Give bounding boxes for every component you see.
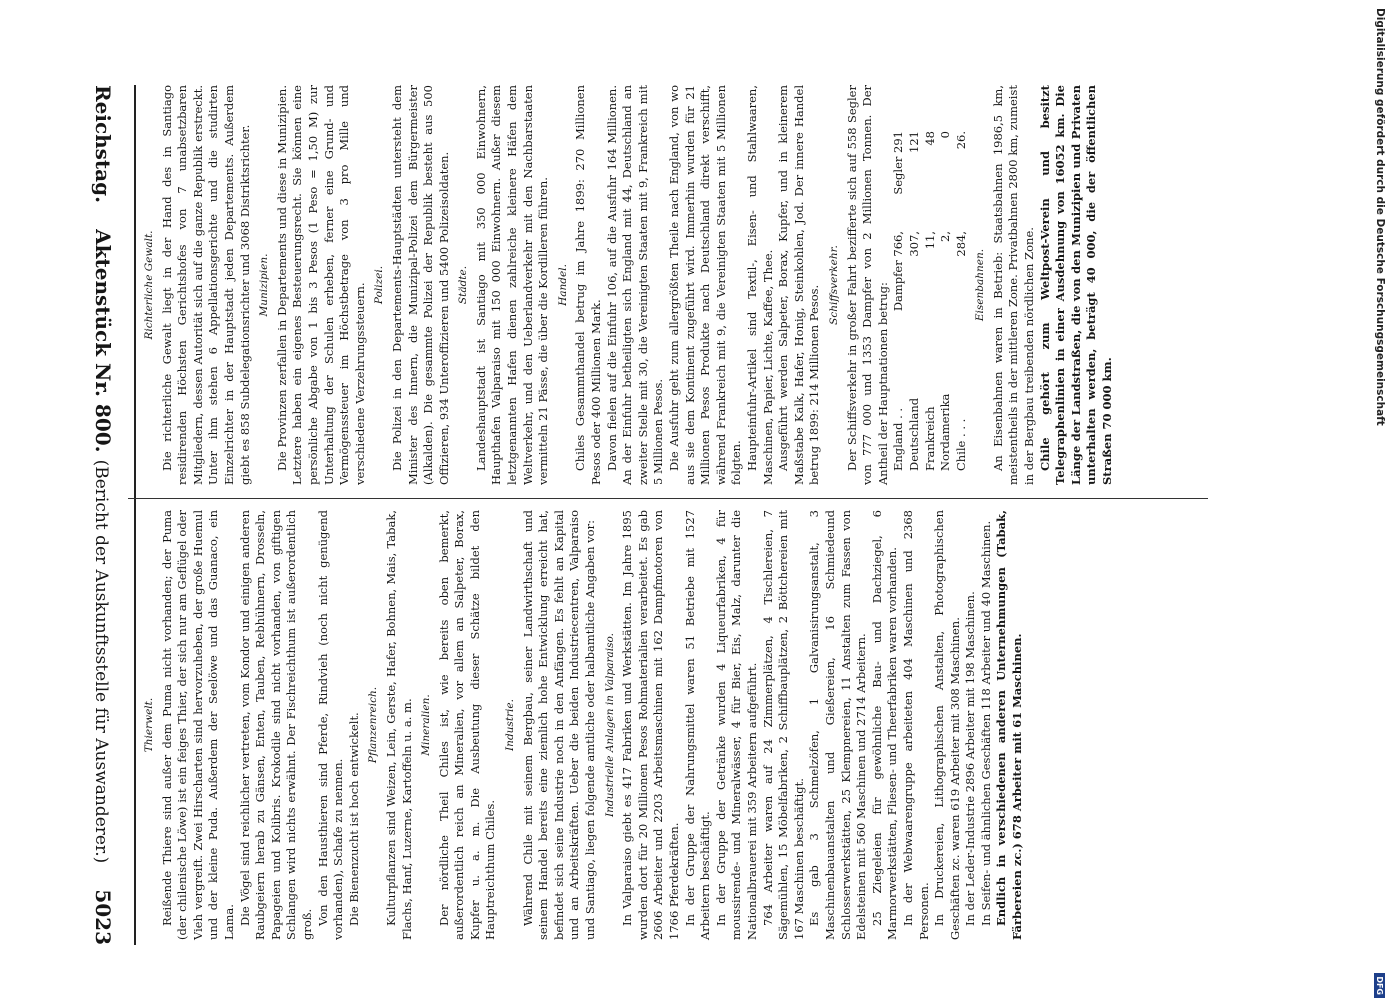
- country-cell: England . .: [891, 407, 906, 471]
- right-column: [138, 510, 1198, 940]
- left-column: [138, 85, 1198, 485]
- credit-text: Digitalisierung gefördert durch die Deutsche Forschungsgemeinschaft: [1374, 8, 1386, 426]
- dampfer-cell: 2,: [938, 231, 953, 242]
- table-row: [891, 85, 907, 471]
- section-title: Polizei.: [373, 265, 386, 305]
- paragraph: In der Webwaarengruppe arbeiteten 404 Maschinen und 2368 Personen.: [900, 510, 931, 940]
- dampfer-cell: 307,: [906, 231, 921, 257]
- paragraph: Die richterliche Gewalt liegt in der Hand des in Santiago residirenden Höchsten Gerichtshofes von 7 unabsetzbaren Mitgliedern, dessen Autorität sich auf die ganze Republik erstreckt. Unter ihm stehen 6 Appellationsgerichte und die studirten Einzelrichter in der Hauptstadt jeden Departements. Außerdem giebt es 858 Subdelegationsrichter und 3068 Distriktsrichter.: [159, 85, 252, 485]
- paragraph: In der Gruppe der Nahrungsmittel waren 51 Betriebe mit 1527 Arbeitern beschäftigt.: [682, 510, 713, 940]
- paragraph: In der Leder-Industrie 2896 Arbeiter mit 198 Maschinen.: [963, 591, 978, 926]
- digitization-credit: [1372, 8, 1388, 998]
- paragraph: Von den Hausthieren sind Pferde, Rindvieh (noch nicht genügend vorhanden), Schafe zu nennen.: [315, 510, 346, 940]
- country-cell: Chile . . .: [953, 418, 968, 471]
- country-cell: Nordamerika: [938, 393, 953, 471]
- dampfer-cell: 284,: [953, 231, 968, 257]
- segler-cell: 0: [938, 131, 953, 139]
- paragraph: Landeshauptstadt ist Santiago mit 350 000 Einwohnern, Haupthafen Valparaiso mit 150 000 Einwohnern. Außer diesem letztgenannten Hafen dienen zahlreiche kleinere Häfen dem Weltverkehr, und den Ueberlandverkehr mit den Nachbarstaaten vermitteln 21 Pässe, die über die Kordilleren führen.: [473, 85, 551, 485]
- paragraph: Reißende Thiere sind außer dem Puma nicht vorhanden; der Puma (der chilenische Löwe) ist ein feiges Thier, der sich nur am Geflügel oder Vieh vergreift. Zwei Hirscharten sind hervorzuheben, der große Huemul und der kleine Puda. Außerdem der Seelöwe und das Guanaco, ein Lama.: [159, 510, 236, 940]
- table-row: [907, 85, 923, 471]
- paragraph: In Druckereien, Lithographischen Anstalten, Photographischen Geschäften zc. waren 619 Arbeiter mit 308 Maschinen.: [932, 510, 962, 940]
- paragraph: Die Vögel sind reichlicher vertreten, vom Kondor und einigen anderen Raubgeiern herab zu Gänsen, Enten, Tauben, Rebhühnern, Drosseln, Papageien und Kolibris. Krokodile sind nicht vorhanden, von giftigen Schlangen wird nichts erwähnt. Der Fischreichthum ist außerordentlich groß.: [237, 510, 314, 940]
- paragraph: Haupteinfuhr-Artikel sind Textil-, Eisen- und Stahlwaaren, Maschinen, Papier, Lichte, Kaffee, Thee.: [744, 85, 775, 485]
- paragraph: In der Gruppe der Getränke wurden 4 Liqueurfabriken, 4 für moussirende- und Mineralwässer, 4 für Bier, Eis, Malz, darunter die Nationalbrauerei mit 359 Arbeitern aufgeführt.: [713, 510, 759, 940]
- paragraph: 764 Arbeiter waren auf 24 Zimmerplätzen, 4 Tischlereien, 7 Sägemühlen, 15 Möbelfabriken, 2 Schiffbauplätzen, 2 Böttchereien mit 167 Maschinen beschäftigt.: [760, 510, 806, 940]
- paragraph: In Valparaiso giebt es 417 Fabriken und Werkstätten. Im Jahre 1895 wurden dort für 20 Millionen Pesos Rohmaterialien verarbeitet. Es gab 2606 Arbeiter und 2203 Arbeitsmaschinen mit 162 Dampfmotoren von 1766 Pferdekräften.: [620, 510, 681, 940]
- segler-cell: 121: [906, 131, 921, 153]
- column-divider: [128, 498, 1208, 499]
- paragraph: Der Schiffsverkehr in großer Fahrt bezifferte sich auf 558 Segler von 777 000 und 1353 Dampfer von 2 Millionen Tonnen. Der Antheil der Hauptnationen betrug:: [844, 85, 890, 485]
- header-left: Reichstag.: [91, 85, 115, 204]
- segler-cell: Segler 291: [891, 131, 906, 195]
- section-title: Schiffsverkehr.: [827, 245, 840, 325]
- page-number: 5023: [91, 889, 115, 945]
- page-header: [87, 85, 115, 945]
- header-center: Aktenstück Nr. 800. (Bericht der Auskunftsstelle für Auswanderer.): [91, 229, 115, 864]
- section-title: Eisenbahnen.: [974, 248, 987, 322]
- paragraph: An Eisenbahnen waren in Betrieb: Staatsbahnen 1986,5 km, meistentheils in der mittleren Zone. Privatbahnen 2800 km, zumeist in der Bergbau treibenden nördlichen Zone.: [990, 85, 1037, 485]
- paragraph: Es gab 3 Schmelzöfen, 1 Galvanisirungsanstalt, 3 Maschinenbauanstalten und Gießereien, 16 Schmiedeund Schlosserwerkstätten, 25 Klempnereien, 11 Anstalten zum Fassen von Edelsteinen mit 560 Maschinen und 2714 Arbeitern.: [807, 510, 869, 940]
- country-cell: Frankreich: [922, 406, 937, 471]
- paragraph: Der nördliche Theil Chiles ist, wie bereits oben bemerkt, außerordentlich reich an Mineralien, vor allem an Salpeter, Borax, Kupfer u. a. m. Die Ausbeutung dieser Schätze bildet den Hauptreichthum Chiles.: [436, 510, 498, 940]
- paragraph: Die Polizei in den Departements-Hauptstädten untersteht dem Minister des Innern, die Munizipal-Polizei dem Bürgermeister (Alkalden). Die gesammte Polizei der Republik besteht aus 500 Offizieren, 934 Unteroffizieren und 5400 Polizeisoldaten.: [389, 85, 451, 485]
- segler-cell: 26.: [953, 131, 968, 150]
- dampfer-cell: 11,: [922, 231, 937, 250]
- paragraph: Endlich in verschiedenen anderen Unternehmungen (Tabak, Färbereien zc.) 678 Arbeiter mit 61 Maschinen.: [994, 510, 1025, 940]
- paragraph: Chile gehört zum Weltpost-Verein und besitzt Telegraphenlinien in einer Ausdehnung von 16052 km. Die Länge der Landstraßen, die von den Munizipien und Privaten unterhalten werden, beträgt 40 000, die der öffentlichen Straßen 70 000 km.: [1037, 85, 1115, 485]
- paragraph: Während Chile mit seinem Bergbau, seiner Landwirthschaft und seinem Handel bereits eine ziemlich hohe Entwicklung erreicht hat, befindet sich seine Industrie noch in den Anfängen. Es fehlt an Kapital und an Arbeitskräften. Ueber die beiden Industriecentren, Valparaiso und Santiago, liegen folgende amtliche oder halbamtliche Angaben vor:: [520, 510, 598, 940]
- table-row: [923, 85, 939, 471]
- table-row: [938, 85, 954, 471]
- paragraph: In Seifen- und ähnlichen Geschäften 118 Arbeiter und 40 Maschinen.: [978, 520, 993, 926]
- section-title: Thierwelt.: [143, 697, 155, 753]
- section-title: Städte.: [457, 265, 470, 305]
- section-title: Mineralien.: [420, 694, 433, 756]
- paragraph: Die Ausfuhr geht zum allergrößten Theile nach England, von wo aus sie dem Kontinent zugeführt wird. Immerhin wurden für 21 Millionen Pesos Produkte nach Deutschland direkt verschifft, während Frankreich mit 9, die Vereinigten Staaten mit 5 Millionen folgten.: [667, 85, 744, 485]
- paragraph: Chiles Gesammthandel betrug im Jahre 1899: 270 Millionen Pesos oder 400 Millionen Mark.: [573, 85, 604, 485]
- section-title: Industrielle Anlagen in Valparaiso.: [603, 632, 616, 818]
- shipping-table: [891, 85, 969, 485]
- section-title: Handel.: [556, 264, 569, 306]
- paragraph: Kulturpflanzen sind Weizen, Lein, Gerste, Hafer, Bohnen, Mais, Tabak, Flachs, Hanf, Luzerne, Kartoffeln u. a. m.: [383, 510, 414, 940]
- table-row: [954, 85, 970, 471]
- dfg-logo: DFG: [1375, 973, 1386, 998]
- header-rule: [134, 85, 136, 945]
- paragraph: 25 Ziegeleien für gewöhnliche Bau- und Dachziegel, 6 Marmorwerkstätten, Fliesen- und Theerfabriken waren vorhanden.: [869, 510, 900, 940]
- section-title: Munizipien.: [258, 253, 271, 317]
- paragraph: Die Bienenzucht ist hoch entwickelt.: [346, 712, 361, 926]
- segler-cell: 48: [922, 131, 937, 146]
- country-cell: Deutschland: [906, 397, 921, 471]
- paragraph: Die Provinzen zerfallen in Departements und diese in Munizipien. Letztere haben ein eigenes Besteuerungsrecht. Sie können eine persönliche Abgabe von 1 bis 3 Pesos (1 Peso = 1,50 M) zur Unterhaltung der Schulen erheben, ferner eine Grund- und Vermögenssteuer im Höchstbetrage von 3 pro Mille und verschiedene Verzehrungssteuern.: [274, 85, 367, 485]
- section-title: Industrie.: [504, 699, 517, 751]
- section-title: Richterliche Gewalt.: [143, 230, 155, 340]
- paragraph: Davon fielen auf die Einfuhr 106, auf die Ausfuhr 164 Millionen. An der Einfuhr betheiligten sich England mit 44, Deutschland an zweiter Stelle mit 30, die Vereinigten Staaten mit 9, Frankreich mit 5 Millionen Pesos.: [604, 85, 666, 485]
- dampfer-cell: Dampfer 766,: [891, 231, 906, 312]
- paragraph: Ausgeführt werden Salpeter, Borax, Kupfer, und in kleinerem Maßstabe Kalk, Hafer, Honig, Steinkohlen, Jod. Der innere Handel betrug 1899: 214 Millionen Pesos.: [776, 85, 822, 485]
- section-title: Pflanzenreich.: [367, 686, 380, 764]
